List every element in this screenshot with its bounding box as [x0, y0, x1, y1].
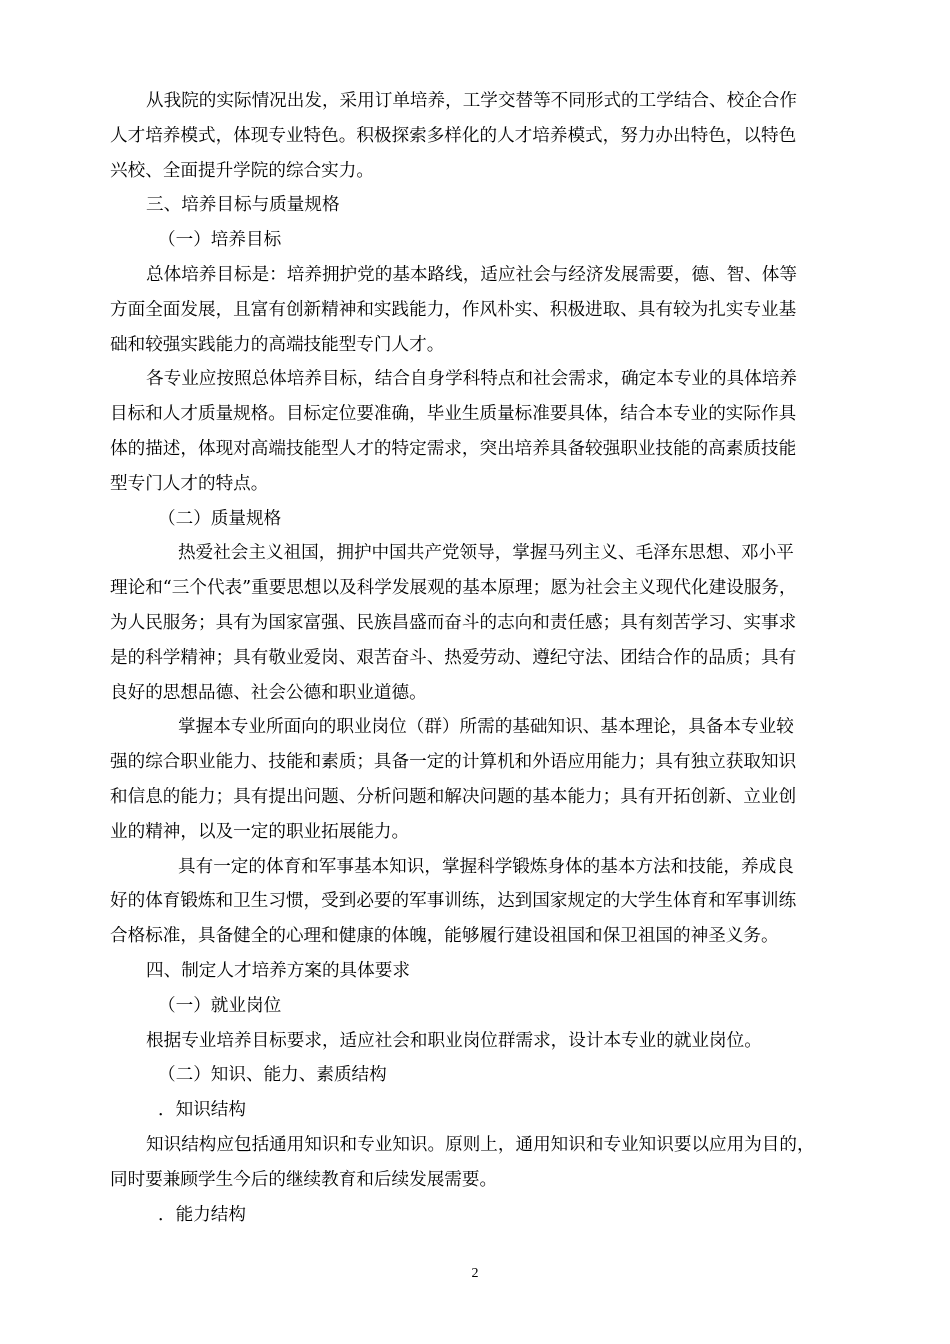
text-line: 强的综合职业能力、技能和素质；具备一定的计算机和外语应用能力；具有独立获取知识 [110, 752, 797, 773]
paragraph [110, 1024, 858, 1059]
text-line: 人才培养模式，体现专业特色。积极探索多样化的人才培养模式，努力办出特色，以特色 [110, 125, 797, 146]
page-number: 2 [471, 1266, 479, 1281]
text-line: 目标和人才质量规格。目标定位要准确，毕业生质量标准要具体，结合本专业的实际作具 [110, 404, 797, 425]
paragraph [110, 188, 858, 223]
text-line: 为人民服务；具有为国家富强、民族昌盛而奋斗的志向和责任感；具有刻苦学习、实事求 [110, 612, 797, 633]
text-line: 从我院的实际情况出发，采用订单培养，工学交替等不同形式的工学结合、校企合作 [146, 91, 797, 111]
text-line: 体的描述，体现对高端技能型人才的特定需求，突出培养具备较强职业技能的高素质技能 [110, 438, 797, 459]
paragraph [110, 223, 858, 258]
paragraph [110, 84, 858, 188]
text-line: 兴校、全面提升学院的综合实力。 [110, 160, 374, 181]
text-line: 三、培养目标与质量规格 [146, 195, 340, 216]
text-line: 础和较强实践能力的高端技能型专门人才。 [110, 334, 445, 355]
text-line: 理论和“三个代表”重要思想以及科学发展观的基本原理；愿为社会主义现代化建设服务， [110, 578, 797, 599]
text-line: 知识结构应包括通用知识和专业知识。原则上，通用知识和专业知识要以应用为目的， [146, 1134, 815, 1155]
text-line: 好的体育锻炼和卫生习惯，受到必要的军事训练，达到国家规定的大学生体育和军事训练 [110, 891, 797, 912]
text-line: 型专门人才的特点。 [110, 473, 269, 494]
paragraph [110, 954, 858, 989]
text-line: ．能力结构 [158, 1204, 246, 1225]
text-line: 方面全面发展，且富有创新精神和实践能力，作风朴实、积极进取、具有较为扎实专业基 [110, 299, 797, 320]
paragraph [110, 710, 858, 849]
document-body [110, 84, 858, 1232]
paragraph [110, 1058, 858, 1093]
paragraph [110, 850, 858, 954]
text-line: 合格标准，具备健全的心理和健康的体魄，能够履行建设祖国和保卫祖国的神圣义务。 [110, 926, 779, 947]
text-line: 业的精神，以及一定的职业拓展能力。 [110, 821, 410, 842]
text-line: （二）质量规格 [158, 508, 282, 529]
paragraph [110, 989, 858, 1024]
paragraph [110, 1128, 858, 1198]
text-line: （一）就业岗位 [158, 995, 282, 1016]
text-line: 热爱社会主义祖国，拥护中国共产党领导，掌握马列主义、毛泽东思想、邓小平 [178, 543, 794, 564]
text-line: 四、制定人才培养方案的具体要求 [146, 960, 410, 981]
text-line: 是的科学精神；具有敬业爱岗、艰苦奋斗、热爱劳动、遵纪守法、团结合作的品质；具有 [110, 647, 797, 668]
text-line: 各专业应按照总体培养目标，结合自身学科特点和社会需求，确定本专业的具体培养 [146, 369, 797, 390]
text-line: 总体培养目标是：培养拥护党的基本路线，适应社会与经济发展需要，德、智、体等 [146, 264, 797, 285]
text-line: ．知识结构 [158, 1100, 246, 1121]
text-line: 同时要兼顾学生今后的继续教育和后续发展需要。 [110, 1169, 498, 1190]
text-line: 掌握本专业所面向的职业岗位（群）所需的基础知识、基本理论，具备本专业较 [178, 717, 794, 738]
text-line: （一）培养目标 [158, 230, 282, 251]
paragraph [110, 362, 858, 501]
paragraph [110, 502, 858, 537]
text-line: 具有一定的体育和军事基本知识，掌握科学锻炼身体的基本方法和技能，养成良 [178, 856, 794, 877]
text-line: 良好的思想品德、社会公德和职业道德。 [110, 682, 427, 703]
paragraph [110, 258, 858, 362]
text-line: 根据专业培养目标要求，适应社会和职业岗位群需求，设计本专业的就业岗位。 [146, 1030, 762, 1051]
paragraph [110, 1093, 858, 1128]
text-line: （二）知识、能力、素质结构 [158, 1065, 387, 1086]
paragraph [110, 536, 858, 710]
text-line: 和信息的能力；具有提出问题、分析问题和解决问题的基本能力；具有开拓创新、立业创 [110, 786, 797, 807]
paragraph [110, 1198, 858, 1233]
